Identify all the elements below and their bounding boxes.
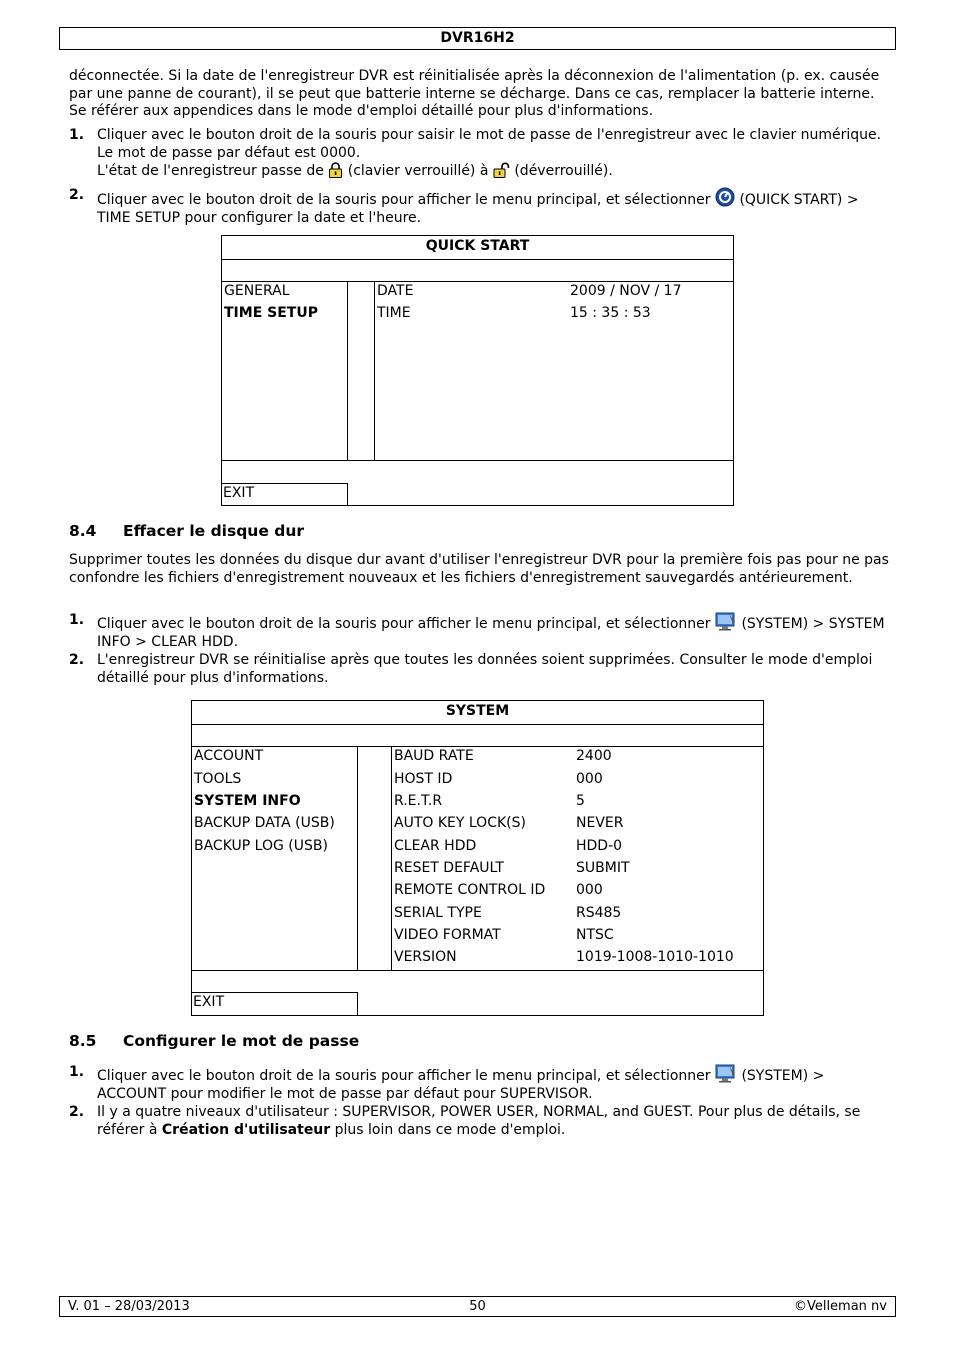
- step-text: [97, 187, 887, 227]
- step-text: L'enregistreur DVR se réinitialise après que toutes les données soient supprimées. Consulter le mode d'emploi détaillé pour plus d'informations.: [97, 652, 873, 686]
- settings-panel: [374, 281, 734, 461]
- field-label-version: VERSION: [394, 949, 457, 965]
- field-label-host-id: HOST ID: [394, 770, 453, 787]
- step-number: 2.: [69, 652, 85, 668]
- field-value-version: 1019-1008-1010-1010: [576, 949, 734, 965]
- step-text-post: plus loin dans ce mode d'emploi.: [334, 1121, 566, 1138]
- step-text: [97, 612, 887, 651]
- field-label-auto-key-lock: AUTO KEY LOCK(S): [394, 815, 526, 831]
- field-label-clear-hdd: CLEAR HDD: [394, 837, 477, 854]
- field-label-retr: R.E.T.R: [394, 793, 443, 809]
- field-value-serial-type[interactable]: RS485: [576, 905, 622, 921]
- field-label-baud-rate: BAUD RATE: [394, 748, 474, 764]
- step-number: 1.: [69, 612, 85, 628]
- quick-start-window: [221, 235, 734, 506]
- section-number: 8.4: [69, 522, 97, 540]
- section-title: Effacer le disque dur: [123, 522, 305, 540]
- step-text: [97, 127, 887, 181]
- field-value-time[interactable]: 15 : 35 : 53: [570, 305, 651, 321]
- step-text: [97, 1064, 887, 1103]
- exit-label: EXIT: [193, 994, 225, 1010]
- menu-item-account[interactable]: ACCOUNT: [194, 748, 264, 764]
- divider: [192, 724, 763, 725]
- field-value-auto-key-lock[interactable]: NEVER: [576, 815, 624, 831]
- page-footer: [59, 1296, 896, 1317]
- step-text-pre: Il y a quatre niveaux d'utilisateur : SUPERVISOR, POWER USER, NORMAL, and GUEST. Pour plus de détails, se référer à: [97, 1104, 861, 1138]
- step-number: 2.: [69, 1104, 85, 1120]
- field-value-video-format[interactable]: NTSC: [576, 927, 614, 943]
- step-text: [97, 1104, 887, 1139]
- settings-panel: [391, 746, 764, 971]
- step-number: 1.: [69, 1064, 85, 1080]
- section-intro: Supprimer toutes les données du disque dur avant d'utiliser l'enregistreur DVR pour la première fois pas pour ne pas confondre les fichiers d'enregistrement nouveaux et les fichiers d'enregistrement sauvegardés antérieurement.: [69, 552, 889, 586]
- step-number: 1.: [69, 127, 85, 143]
- field-label-video-format: VIDEO FORMAT: [394, 927, 501, 943]
- exit-label: EXIT: [223, 485, 255, 501]
- footer-version: V. 01 – 28/03/2013: [68, 1299, 190, 1314]
- menu-item-backup-data[interactable]: BACKUP DATA (USB): [194, 815, 335, 831]
- menu-title: SYSTEM: [445, 703, 510, 719]
- field-value-retr[interactable]: 5: [576, 793, 585, 809]
- field-value-reset-default[interactable]: SUBMIT: [576, 860, 630, 876]
- field-label-time: TIME: [377, 305, 411, 321]
- divider: [222, 259, 733, 260]
- footer-page-number: 50: [469, 1299, 486, 1314]
- step-text-post: (SYSTEM) > SYSTEM INFO > CLEAR HDD.: [97, 616, 885, 650]
- unlock-icon: [493, 162, 510, 178]
- field-value-host-id[interactable]: 000: [576, 770, 603, 787]
- menu-item-general[interactable]: GENERAL: [224, 283, 290, 299]
- field-value-remote-control-id[interactable]: 000: [576, 882, 603, 898]
- menu-item-system-info[interactable]: SYSTEM INFO: [194, 793, 301, 809]
- step-text-post: (QUICK START) > TIME SETUP pour configurer la date et l'heure.: [97, 192, 859, 226]
- intro-paragraph: déconnectée. Si la date de l'enregistreur DVR est réinitialisée après la déconnexion de l'alimentation (p. ex. causée par une panne de courant), il se peut que batterie interne se décharge. Dans ce cas, remplacer la batterie interne. Se référer aux appendices dans le mode d'emploi détaillé pour plus d'informations.: [69, 68, 880, 119]
- field-value-baud-rate[interactable]: 2400: [576, 748, 612, 764]
- document-title: DVR16H2: [440, 30, 515, 46]
- menu-panel: [221, 281, 348, 461]
- field-value-clear-hdd[interactable]: HDD-0: [576, 837, 623, 854]
- menu-item-backup-log[interactable]: BACKUP LOG (USB): [194, 837, 328, 854]
- footer-copyright: ©Velleman nv: [793, 1299, 887, 1314]
- menu-panel: [191, 746, 358, 971]
- step-number: 2.: [69, 187, 85, 203]
- system-icon: [715, 612, 737, 631]
- system-window: [191, 700, 764, 1016]
- field-label-serial-type: SERIAL TYPE: [394, 905, 482, 921]
- step-text-post: (SYSTEM) > ACCOUNT pour modifier le mot de passe par défaut pour SUPERVISOR.: [97, 1068, 825, 1102]
- field-label-remote-control-id: REMOTE CONTROL ID: [394, 882, 546, 898]
- exit-button[interactable]: [191, 992, 358, 1016]
- lock-icon: [328, 162, 343, 178]
- menu-item-tools[interactable]: TOOLS: [194, 770, 242, 787]
- field-label-date: DATE: [377, 283, 414, 299]
- step-line-mid: (clavier verrouillé) à: [347, 163, 489, 179]
- step-text-pre: Cliquer avec le bouton droit de la souris pour afficher le menu principal, et sélectionner: [97, 192, 711, 208]
- quick-start-icon: [715, 187, 735, 207]
- step-line-pre: L'état de l'enregistreur passe de: [97, 163, 324, 179]
- step-line: Cliquer avec le bouton droit de la souris pour saisir le mot de passe de l'enregistreur avec le clavier numérique. Le mot de passe par défaut est 0000.: [97, 127, 882, 161]
- section-title: Configurer le mot de passe: [123, 1032, 360, 1050]
- system-icon: [715, 1064, 737, 1083]
- field-label-reset-default: RESET DEFAULT: [394, 860, 504, 876]
- exit-button[interactable]: [221, 483, 348, 506]
- field-value-date[interactable]: 2009 / NOV / 17: [570, 283, 682, 299]
- section-number: 8.5: [69, 1032, 97, 1050]
- page-header: [59, 27, 896, 50]
- menu-title: QUICK START: [425, 238, 530, 254]
- step-text-pre: Cliquer avec le bouton droit de la souris pour afficher le menu principal, et sélectionner: [97, 616, 711, 632]
- step-text-pre: Cliquer avec le bouton droit de la souris pour afficher le menu principal, et sélectionner: [97, 1068, 711, 1084]
- step-line-post: (déverrouillé).: [514, 163, 613, 179]
- cross-reference: Création d'utilisateur: [161, 1121, 331, 1138]
- menu-item-time-setup[interactable]: TIME SETUP: [224, 305, 318, 321]
